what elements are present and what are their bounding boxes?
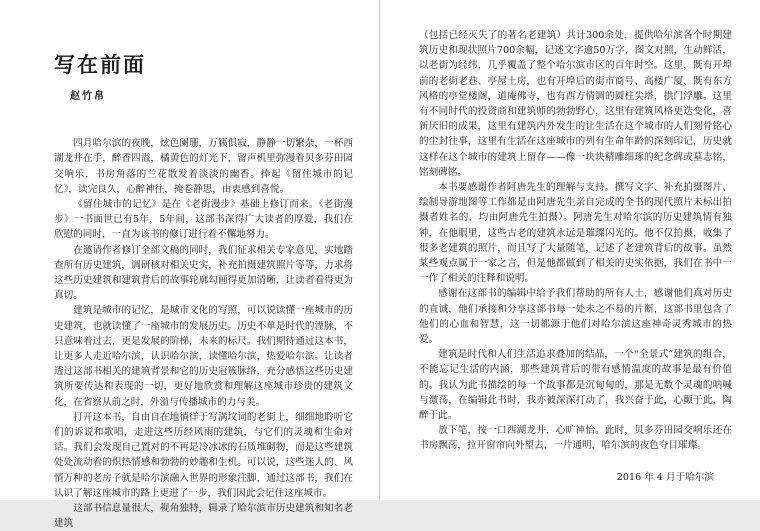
body-paragraph: 建筑是城市的记忆，是城市文化的写照，可以说读懂一座城市的历史建筑，也就读懂了一座城市的发展历史。历史不单是时代的湮脉，不只意味着过去，更是发展的阶梯，未来的标尺。我们期待通过这本书，让更多人走近哈尔滨，认识哈尔滨，读懂哈尔滨，热爱哈尔滨。让读者透过这部书相关的建筑背景和它的历史冠簇脉络，充分感悟这些历史建筑所要传达和表现的一切，更好地欣赏和理解这座城市珍贵的建筑文化，在省察从前之时，外溢与传播城市的力与美。 xyxy=(54,305,353,408)
right-page xyxy=(381,0,760,500)
body-paragraph: 放下笔，按一口西湖龙井，心旷神怡。此时，贝多芬田园交响乐还在书房飘荡，拉开窗帘向外望去，一片通明，哈尔滨的夜色夺目璀璨。 xyxy=(419,425,732,452)
body-paragraph: 本书要感谢作者阿唐先生的理解与支持。撰写文字、补充拍摄图片、绘制导游地图等工作都是由阿唐先生亲自完成的全书的现代照片未标出拍摄者姓名的，均由阿唐先生拍摄）。阿唐先生对哈尔滨的历史建筑情有独钟，在他眼里，这些古老的建筑永远是璀璨闪光的。他不仅拍摄，收集了很多老建筑的照片，而且写了大量随笔，记述了老建筑背后的故事。虽然某些观点属于一家之言，但是他都做到了相关的史实依据，我们在书中一一作了相关的注释和说明。 xyxy=(419,182,732,285)
body-paragraph: （包括已经灭失了的著名老建筑）共计300余处，提供哈尔滨各个时期建筑历史和现状照片700余幅，记述文字逾50万字，图文对照，生动鲜活，以老街为经纬，几乎覆盖了整个哈尔滨市区的百年时空。这里，既有开埠前的老街老巷、亭屋土房，也有开埠后的街市商号、高楼广厦，既有东方风格的亭堂楼阁，道庵佛寺，也有西方情调的圆柱尖塔，拱门浮雕。这里有不同时代的投资商和建筑师的勃勃野心，这里有建筑风格更迭变化，喜新厌旧的成果，这里有建筑内外发生的让生活在这个城市的人们刻骨铭心的尘封往事，这里有生活在这座城市的列有生命年龄的深刻印记，历史就这样在这个城市的建筑上留存——像一块块精雕细琢的纪念碑或墓志铭，铭刻碑铭。 xyxy=(419,30,732,178)
body-paragraph: 在邀请作者修订全部文稿的同时，我们征求相关专家意见，实地踏查所有历史建筑，调研核对相关史实，补充拍摄建筑照片等等，力求将这些历史建筑和建筑背后的故事轮廓勾画得更加清晰，让读者看得更为真切。 xyxy=(54,244,353,302)
author-name: 赵竹帛 xyxy=(70,91,106,103)
body-paragraph: 建筑是时代和人们生活追求叠加的结晶，一个“全景式”建筑的组合，不能忘记生活的内涵，那些建筑背后的带有感情温度的故事是最有价值的。我认为此书描绘的每一个故事都是沉甸甸的，那是无数个灵魂的呐喊与激荡，在编辑此书时，我亦被深深打动了，我兴奋于此，心颤于此，陶醉于此。 xyxy=(419,349,732,422)
left-page xyxy=(0,0,379,530)
page-title: 写在前面 xyxy=(54,52,146,77)
body-paragraph: 《留住城市的记忆》是在《老街漫步》基础上修订而来。《老街漫步》一书面世已有5年，5年间，这部书深得广大读者的厚爱，我们在欣慰的同时，一直为该书的修订进行着不懈地努力。 xyxy=(54,199,353,241)
signoff-date: 2016 年 4 月于哈尔滨 xyxy=(616,471,714,483)
body-paragraph: 感谢在这部书的编辑中给予我们帮助的所有人士，感谢他们真对历史的直诚，他们承接和分享这部书每一处未之不易的片断，这部书里包含了他们的心血和智慧，这一切都源于他们对哈尔滨这座神奇灵秀城市的热爱。 xyxy=(419,288,732,346)
body-paragraph: 四月哈尔滨的夜晚，炫色阑珊，万籁俱寂，静静一切繁杂，一杯西湖龙井在手，醉香四溢，橘黄色的灯光下，留声机里弥漫着贝多芬田园交响乐，书房角落的兰花散发着淡淡的幽香。捧起《留住城市的记忆》，读完良久，心醉神往，掩卷静思，由衷感到喜悦。 xyxy=(54,138,353,195)
body-paragraph: 这部书信息量很大，视角独特，辑录了哈尔滨市历史建筑和知名老建筑 xyxy=(54,503,353,530)
body-paragraph: 打开这本书，自由自在地徜徉于写满坟词的老街上，细细地聆听它们的诉说和歌唱，走进这些历经风雨的建筑，与它们的灵魂和生命对话。我们会发现自己置对的不再是冷冰冰的石质堆砌物，而是这些建筑处处流动着的炽热情感和勃勃的妙趣和生机。可以说，这些迷人的、风情万种的老房子就是哈尔滨融入世界的形象注脚，通过这部书，我们在认识了解这座城市的路上更进了一步，我们因此会记住这座城市。 xyxy=(54,411,353,499)
